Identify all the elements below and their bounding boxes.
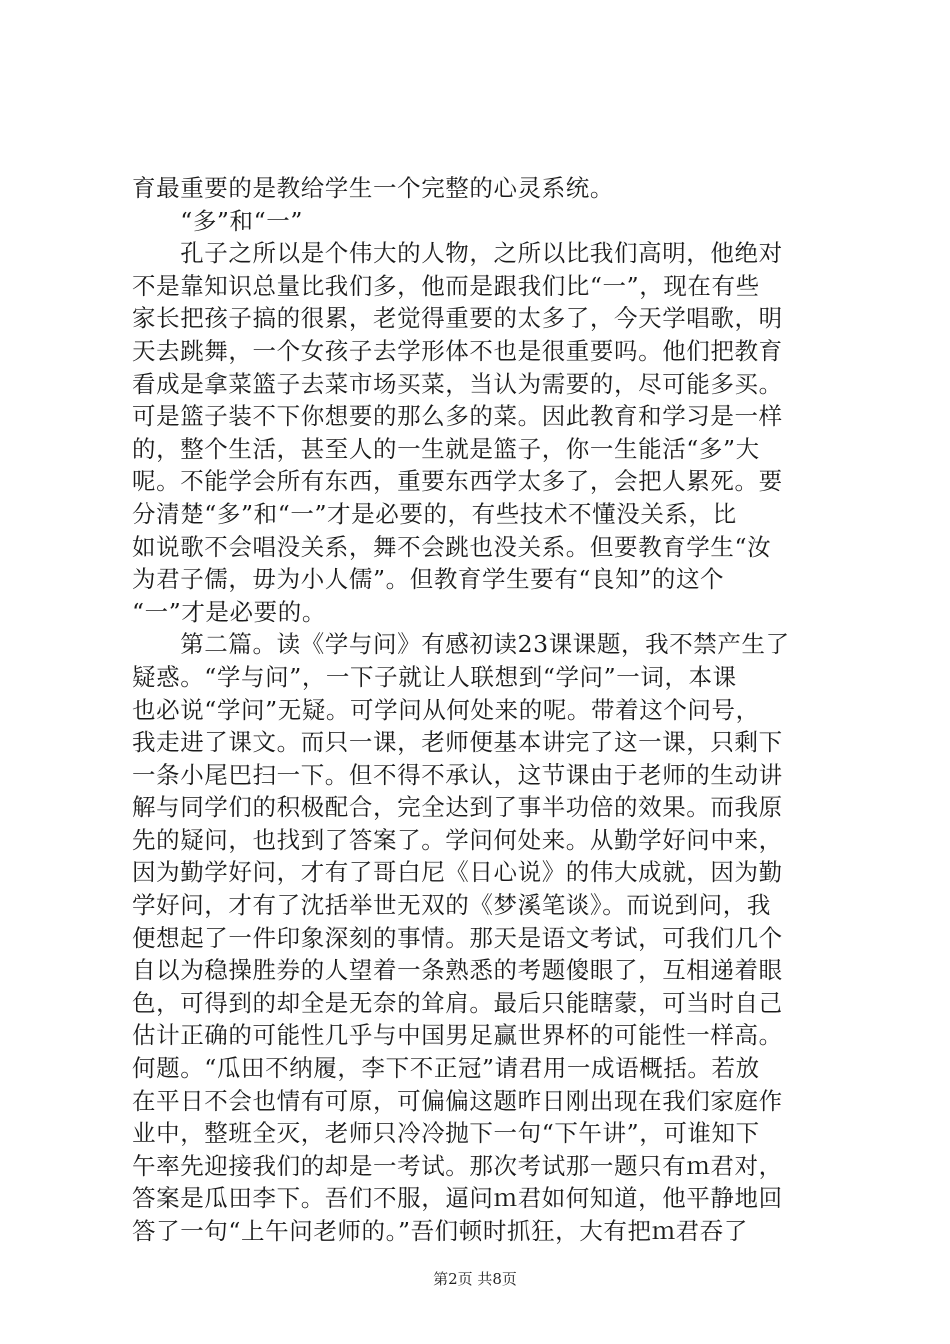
text-line: 育最重要的是教给学生一个完整的心灵系统。 xyxy=(132,174,614,202)
text-line: 解与同学们的积极配合，完全达到了事半功倍的效果。而我原 xyxy=(132,793,783,822)
text-line: 如说歌不会唱没关系，舞不会跳也没关系。但要教育学生“汝 xyxy=(132,532,772,561)
text-line: 先的疑问，也找到了答案了。学问何处来。从勤学好问中来， xyxy=(132,825,783,854)
document-body xyxy=(132,172,832,1248)
text-line: 孔子之所以是个伟大的人物，之所以比我们高明，他绝对 xyxy=(132,239,783,268)
text-line: 色，可得到的却全是无奈的耸肩。最后只能瞎蒙，可当时自己 xyxy=(132,988,783,1017)
text-line: 午率先迎接我们的却是一考试。那次考试那一题只有ｍ君对， xyxy=(132,1151,783,1180)
page-number-footer: 第2页 共8页 xyxy=(433,1270,517,1288)
text-line: 我走进了课文。而只一课，老师便基本讲完了这一课，只剩下 xyxy=(132,728,783,757)
text-line: 不是靠知识总量比我们多，他而是跟我们比“一”，现在有些 xyxy=(132,271,760,300)
text-line: 第二篇。读《学与问》有感初读23课课题，我不禁产生了 xyxy=(132,630,790,659)
text-line: 疑惑。“学与问”，一下子就让人联想到“学问”一词，本课 xyxy=(132,662,737,691)
text-line: 也必说“学问”无疑。可学问从何处来的呢。带着这个问号， xyxy=(132,695,760,724)
text-line: 因为勤学好问，才有了哥白尼《日心说》的伟大成就，因为勤 xyxy=(132,858,783,887)
text-line: 为君子儒，毋为小人儒”。但教育学生要有“良知”的这个 xyxy=(132,565,725,594)
text-line: 何题。“瓜田不纳履，李下不正冠”请君用一成语概括。若放 xyxy=(132,1054,760,1083)
text-line: 答案是瓜田李下。吾们不服，逼问ｍ君如何知道，他平静地回 xyxy=(132,1184,783,1213)
text-line: 看成是拿菜篮子去菜市场买菜，当认为需要的，尽可能多买。 xyxy=(132,369,783,398)
text-line: 学好问，才有了沈括举世无双的《梦溪笔谈》。而说到问，我 xyxy=(132,891,771,920)
text-line: 自以为稳操胜券的人望着一条熟悉的考题傻眼了，互相递着眼 xyxy=(132,956,783,985)
text-line: 业中，整班全灭，老师只冷冷抛下一句“下午讲”，可谁知下 xyxy=(132,1119,760,1148)
text-line: 呢。不能学会所有东西，重要东西学太多了，会把人累死。要 xyxy=(132,467,783,496)
text-line: 天去跳舞，一个女孩子去学形体不也是很重要吗。他们把教育 xyxy=(132,336,783,365)
text-line: 分清楚“多”和“一”才是必要的，有些技术不懂没关系，比 xyxy=(132,499,737,528)
text-line: “一”才是必要的。 xyxy=(132,597,326,626)
text-line: 家长把孩子搞的很累，老觉得重要的太多了，今天学唱歌，明 xyxy=(132,304,783,333)
text-line: 可是篮子装不下你想要的那么多的菜。因此教育和学习是一样 xyxy=(132,402,783,431)
text-line: 的，整个生活，甚至人的一生就是篮子，你一生能活“多”大 xyxy=(132,434,760,463)
text-line: 估计正确的可能性几乎与中国男足赢世界杯的可能性一样高。 xyxy=(132,1021,783,1050)
text-line: 便想起了一件印象深刻的事情。那天是语文考试，可我们几个 xyxy=(132,923,783,952)
text-line: 一条小尾巴扫一下。但不得不承认，这节课由于老师的生动讲 xyxy=(132,760,783,789)
section-heading: “多”和“一” xyxy=(132,206,303,235)
text-line: 在平日不会也情有可原，可偏偏这题昨日刚出现在我们家庭作 xyxy=(132,1086,783,1115)
text-line: 答了一句“上午问老师的。”吾们顿时抓狂，大有把ｍ君吞了 xyxy=(132,1217,748,1245)
